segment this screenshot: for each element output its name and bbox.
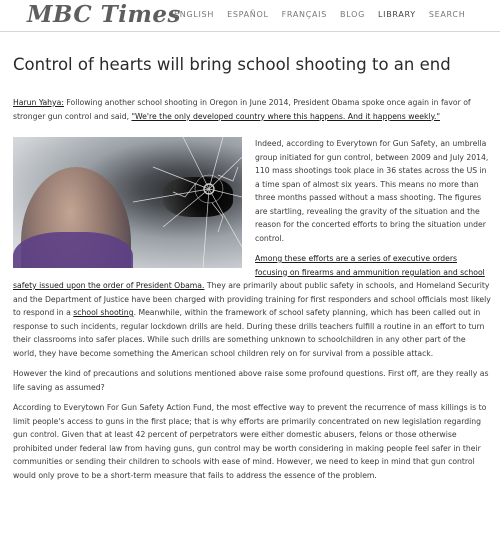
executive-orders-link[interactable]: Among these efforts are a series of executive orders focusing on firearms and ammunition regulation and school safety issued upon the order of President Obama. — [13, 254, 485, 290]
shattered-glass-icon — [13, 137, 242, 268]
nav-francais[interactable]: FRANÇAIS — [281, 10, 328, 19]
main-nav — [174, 10, 465, 19]
site-header — [0, 0, 500, 32]
article-paragraph-stats: Indeed, according to Everytown for Gun Safety, an umbrella group initiated for gun control, between 2009 and July 2014, 110 mass shootings took place in 36 states across the US in a time span of almost six years. This means no more than three months passed without a mass shooting. The figures are startling, revealing the gravity of the situation and the reason for the concerted efforts to bring the situation under control. — [255, 139, 489, 243]
article-paragraph-questions: However the kind of precautions and solutions mentioned above raise some profound questions. First off, are they really as life saving as assumed? — [13, 369, 489, 392]
article-image — [13, 137, 242, 268]
site-logo[interactable]: MBC Times — [27, 1, 181, 28]
nav-espanol[interactable]: ESPAÑOL — [227, 10, 269, 19]
nav-blog[interactable]: BLOG — [340, 10, 365, 19]
author-link[interactable]: Harun Yahya: — [13, 98, 64, 107]
nav-library[interactable]: LIBRARY — [377, 10, 416, 19]
article-paragraph-orders — [13, 252, 491, 360]
orders-text: They are primarily about public safety in schools, and Homeland Security and the Department of Justice have been charged with providing training for first responders and school officials most likely to respond in a — [13, 281, 491, 317]
orders-text-2: . Meanwhile, within the framework of school safety planning, which has been called out in response to such incidents, regular lockdown drills are held. During these drills teachers fulfill a routine in an effort to turn their classrooms into safer places. While such drills are something unknown to schoolchildren in any other part of the world, they have become something the American school children rely on for survival from a possible attack. — [13, 308, 485, 358]
school-shooting-link[interactable]: school shooting — [73, 308, 134, 317]
article-paragraph-intro — [13, 96, 491, 123]
nav-search[interactable]: SEARCH — [428, 10, 466, 19]
article-title: Control of hearts will bring school shooting to an end — [13, 55, 451, 74]
article-body — [13, 96, 491, 489]
intro-text: Following another school shooting in Oregon in June 2014, President Obama spoke once again in favor of stronger gun control and said, — [13, 98, 471, 121]
quote-link[interactable]: "We're the only developed country where this happens. And it happens weekly." — [131, 111, 441, 121]
article-paragraph-action-fund: According to Everytown For Gun Safety Action Fund, the most effective way to prevent the recurrence of mass killings is to limit people's access to guns in the first place; that is why efforts are primarily concentrated on new legislation regarding gun control. Given that at least 42 percent of perpetrators were either domestic abusers, felons or those otherwise prohibited under federal law from having guns, gun control may be worth considering in making people feel safer in their communities or sending their children to schools with ease of mind. However, we need to keep in mind that gun control would only prove to be a short-term measure that fails to address the essence of the problem. — [13, 403, 487, 480]
nav-english[interactable]: ENGLISH — [174, 10, 215, 19]
